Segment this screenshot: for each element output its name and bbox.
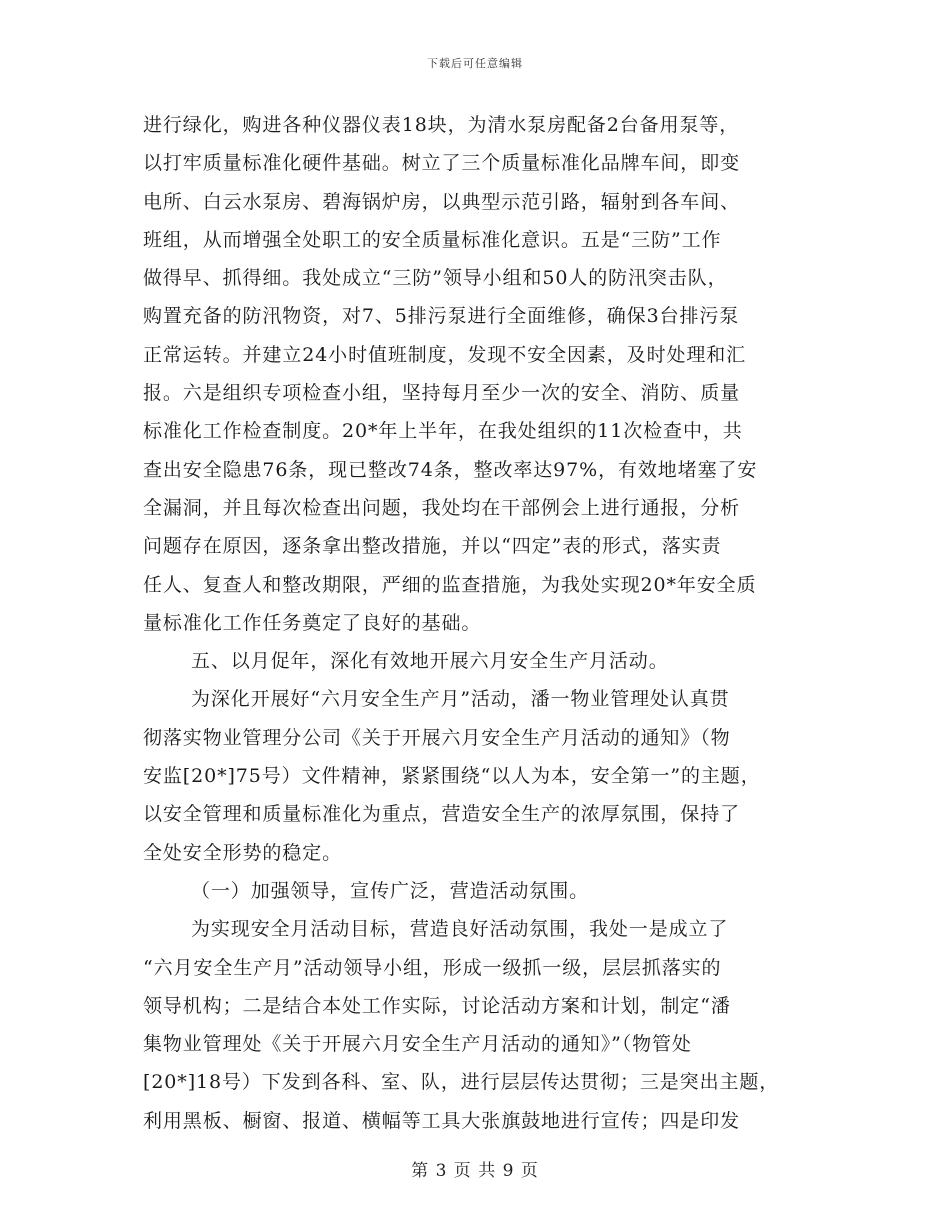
text-line: 以打牢质量标准化硬件基础。树立了三个质量标准化品牌车间，即变 bbox=[143, 152, 741, 175]
text-line: 利用黑板、橱窗、报道、横幅等工具大张旗鼓地进行宣传；四是印发 bbox=[143, 1109, 741, 1132]
text-line: 做得早、抓得细。我处成立“三防”领导小组和50人的防汛突击队， bbox=[143, 267, 728, 290]
text-line: 量标准化工作任务奠定了良好的基础。 bbox=[143, 611, 482, 634]
page-footer: 第 3 页 共 9 页 bbox=[411, 1161, 539, 1181]
text-line: 购置充备的防汛物资，对7、5排污泵进行全面维修，确保3台排污泵 bbox=[143, 305, 740, 328]
section-heading: 五、以月促年，深化有效地开展六月安全生产月活动。 bbox=[191, 650, 669, 673]
subsection-heading: （一）加强领导，宣传广泛，营造活动氛围。 bbox=[191, 879, 590, 902]
text-line: 以安全管理和质量标准化为重点，营造安全生产的浓厚氛围，保持了 bbox=[143, 803, 741, 826]
text-line: 标准化工作检查制度。20*年上半年，在我处组织的11次检查中，共 bbox=[143, 420, 743, 443]
text-line: 全漏洞，并且每次检查出问题，我处均在干部例会上进行通报，分析 bbox=[143, 496, 741, 519]
text-line: 进行绿化，购进各种仪器仪表18块，为清水泵房配备2台备用泵等， bbox=[143, 114, 740, 136]
text-line: 班组，从而增强全处职工的安全质量标准化意识。五是“三防”工作 bbox=[143, 228, 722, 251]
text-line: 安监[20*]75号）文件精神，紧紧围绕“以人为本，安全第一”的主题， bbox=[143, 765, 761, 788]
text-line: [20*]18号）下发到各科、室、队，进行层层传达贯彻；三是突出主题， bbox=[143, 1071, 780, 1094]
text-line: 集物业管理处《关于开展六月安全生产月活动的通知》”（物管处 bbox=[143, 1033, 692, 1056]
page-header: 下载后可任意编辑 bbox=[427, 57, 523, 70]
text-line: 报。六是组织专项检查小组，坚持每月至少一次的安全、消防、质量 bbox=[143, 382, 741, 405]
text-line: 电所、白云水泵房、碧海锅炉房，以典型示范引路，辐射到各车间、 bbox=[143, 190, 741, 213]
text-line: 正常运转。并建立24小时值班制度，发现不安全因素，及时处理和汇 bbox=[143, 343, 747, 366]
document-body bbox=[143, 106, 823, 1140]
text-line: 彻落实物业管理分公司《关于开展六月安全生产月活动的通知》（物 bbox=[143, 726, 731, 749]
text-line: 查出安全隐患76条，现已整改74条，整改率达97%，有效地堵塞了安 bbox=[143, 458, 758, 481]
text-line: 为深化开展好“六月安全生产月”活动，潘一物业管理处认真贯 bbox=[191, 688, 730, 711]
text-line: 任人、复查人和整改期限，严细的监查措施，为我处实现20*年安全质 bbox=[143, 573, 757, 596]
text-line: 问题存在原因，逐条拿出整改措施，并以“四定”表的形式，落实责 bbox=[143, 535, 722, 558]
text-line: 领导机构；二是结合本处工作实际，讨论活动方案和计划，制定“潘 bbox=[143, 994, 731, 1017]
text-line: 全处安全形势的稳定。 bbox=[143, 841, 343, 864]
text-line: “六月安全生产月”活动领导小组，形成一级抓一级，层层抓落实的 bbox=[143, 956, 722, 979]
text-line: 为实现安全月活动目标，营造良好活动氛围，我处一是成立了 bbox=[191, 918, 729, 941]
